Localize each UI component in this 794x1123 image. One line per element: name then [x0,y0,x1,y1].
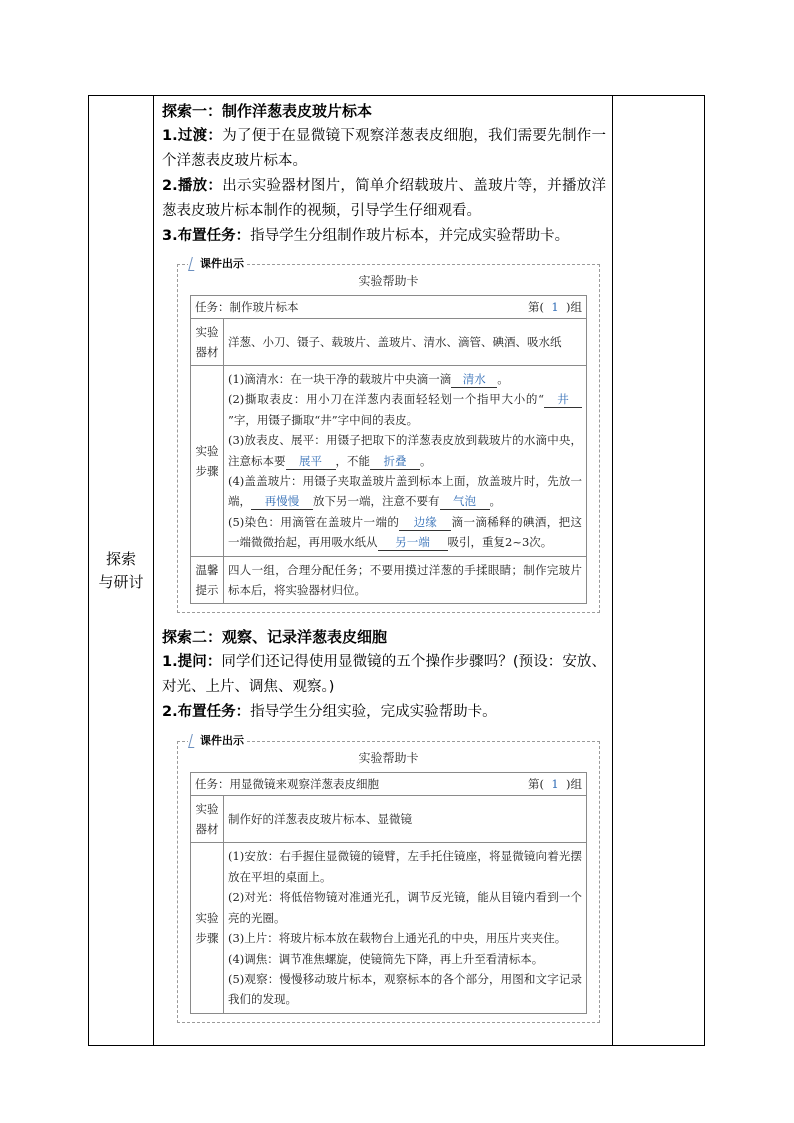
micro-step-4: (4)调焦：调节准焦螺旋，使镜筒先下降，再上升至看清标本。 [228,951,544,966]
blank-slowly: 再慢慢 [251,493,313,510]
step-1: (1)滴清水：在一块干净的载玻片中央滴一滴 清水 。 [228,372,509,386]
group-number-value-1: 1 [551,300,559,314]
section2-item1-label: 1.提问： [162,654,222,671]
help-card-1 [177,257,600,613]
section1-item2-label: 2.播放： [162,178,223,194]
phase-label-line-1: 探索 [105,549,136,568]
card-tag-1: 课件出示 [188,256,247,272]
notes-cell [613,96,705,1046]
card-tag-2: 课件出示 [188,733,247,749]
section1-item1-label: 1.过渡： [162,128,223,144]
section2-heading: 探索二：观察、记录洋葱表皮细胞 [162,628,388,647]
section1-item3-label: 3.布置任务： [162,228,251,244]
blank-water: 清水 [451,371,497,388]
step-3: (3)放表皮、展平：用镊子把取下的洋葱表皮放到载玻片的水滴中央，注意标本要 展平 ，不能 折叠 。 [228,433,582,468]
blank-other-end: 另一端 [378,534,448,551]
blank-jing: 井 [544,391,582,408]
section1-item2 [162,174,606,224]
blank-fold: 折叠 [370,453,420,470]
steps-text-1 [224,366,587,557]
task-row-2 [191,773,587,796]
help-table-1 [190,295,587,604]
micro-step-3: (3)上片：将玻片标本放在载物台上通光孔的中央，用压片夹夹住。 [228,931,567,946]
materials-label-1: 实验器材 [191,319,224,366]
section1-item2-text: 出示实验器材图片，简单介绍载玻片、盖玻片等，并播放洋葱表皮玻片标本制作的视频，引导学生仔细观看。 [162,178,606,219]
group-number-value-2: 1 [551,777,559,792]
tips-label-1: 温馨提示 [191,556,224,604]
card-title-1: 实验帮助卡 [358,274,419,288]
phase-label-line-2: 与研讨 [98,572,144,591]
steps-label-1: 实验步骤 [191,366,224,557]
content-cell [154,96,613,1046]
task-row-1 [191,296,587,319]
blank-flatten: 展平 [286,453,336,470]
section2-item1 [162,650,606,700]
group-number-1: 第( 1 )组 [528,300,582,314]
section1-item1 [162,124,606,174]
blank-edge: 边缘 [399,514,451,531]
section1-item3 [162,224,606,249]
section1-heading: 探索一：制作洋葱表皮玻片标本 [162,102,373,120]
step-2: (2)撕取表皮：用小刀在洋葱内表面轻轻划一个指甲大小的“ 井”字，用镊子撕取“井”字中间的表皮。 [228,389,582,430]
tips-text-1: 四人一组，合理分配任务；不要用摸过洋葱的手揉眼睛；制作完玻片标本后，将实验器材归位。 [224,556,587,604]
micro-step-1: (1)安放：右手握住显微镜的镜臂，左手托住镜座，将显微镜向着光摆放在平坦的桌面上。 [228,849,582,884]
step-5: (5)染色：用滴管在盖玻片一端的 边缘 滴一滴稀释的碘酒，把这一端微微抬起，再用吸水纸从 另一端 吸引，重复2~3次。 [228,514,583,550]
section1-item3-text: 指导学生分组制作玻片标本，并完成实验帮助卡。 [250,228,570,244]
section2-item2 [162,700,606,725]
section2-item1-text: 同学们还记得使用显微镜的五个操作步骤吗？(预设：安放、对光、上片、调焦、观察。) [162,654,606,696]
blank-bubble: 气泡 [440,493,490,510]
materials-label-2: 实验器材 [191,796,224,843]
step-4: (4)盖盖玻片：用镊子夹取盖玻片盖到标本上面，放盖玻片时，先放一端， 再慢慢 放下另一端，注意不要有 气泡 。 [228,474,582,509]
task-text-1: 任务：制作玻片标本 [195,300,299,314]
card-title-2: 实验帮助卡 [358,751,419,766]
micro-step-2: (2)对光：将低倍物镜对准通光孔，调节反光镜，能从目镜内看到一个亮的光圈。 [228,890,582,925]
section2-item2-text: 指导学生分组实验，完成实验帮助卡。 [250,704,497,721]
materials-text-1: 洋葱、小刀、镊子、载玻片、盖玻片、清水、滴管、碘酒、吸水纸 [224,319,587,366]
lesson-plan-table [88,95,705,1046]
steps-label-2: 实验步骤 [191,843,224,1013]
micro-step-5: (5)观察：慢慢移动玻片标本，观察标本的各个部分，用图和文字记录我们的发现。 [228,971,582,1007]
phase-label-cell [89,96,154,1046]
group-number-2: 第( 1 )组 [528,777,582,792]
steps-text-2 [224,843,587,1013]
help-table-2 [190,772,587,1013]
section2-item2-label: 2.布置任务： [162,704,251,721]
help-card-2 [177,734,600,1022]
task-text-2: 任务：用显微镜来观察洋葱表皮细胞 [195,777,379,792]
materials-text-2: 制作好的洋葱表皮玻片标本、显微镜 [224,796,587,843]
section1-item1-text: 为了便于在显微镜下观察洋葱表皮细胞，我们需要先制作一个洋葱表皮玻片标本。 [162,128,606,169]
